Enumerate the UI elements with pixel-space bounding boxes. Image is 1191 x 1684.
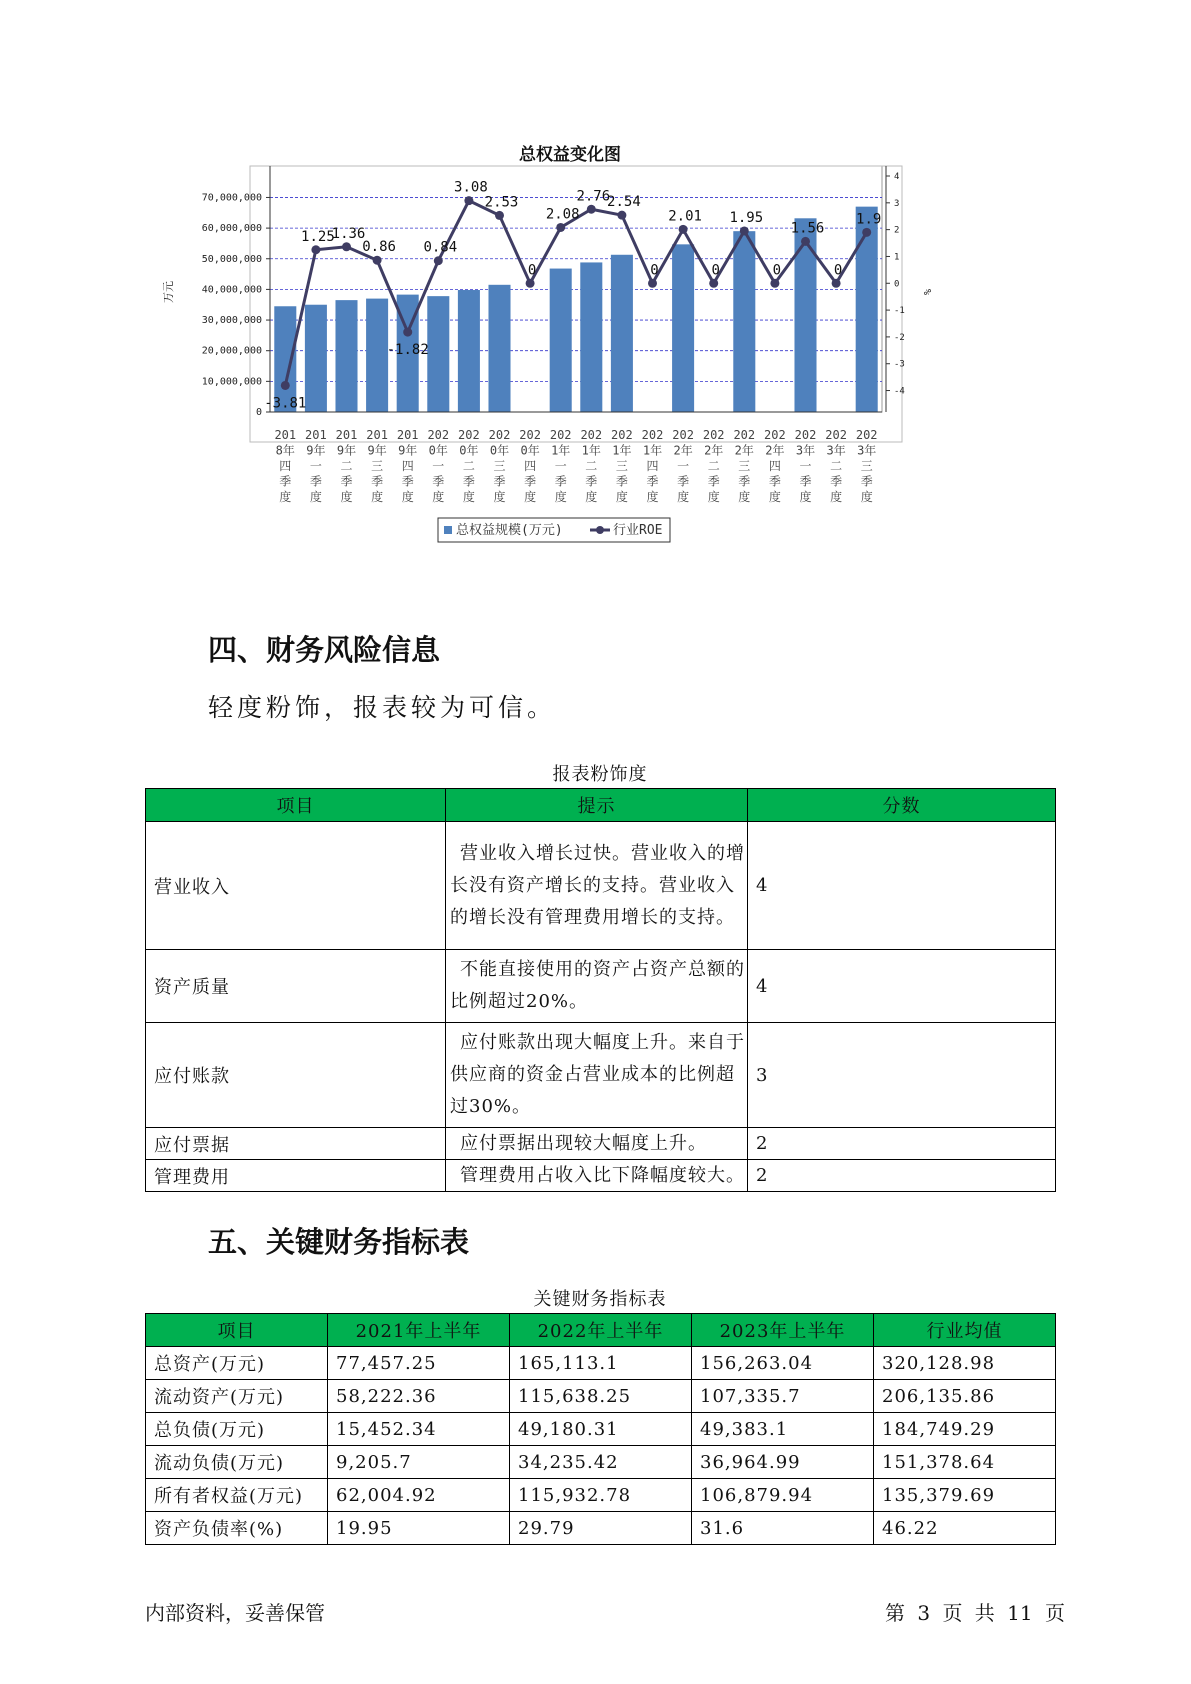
left-tick-label: 0: [255, 407, 262, 418]
value-cell: 36,964.99: [692, 1446, 874, 1479]
category-label: 0年: [459, 443, 479, 458]
bar: [794, 218, 816, 412]
metric-cell: 流动资产(万元): [146, 1380, 328, 1413]
category-label: 度: [554, 490, 567, 504]
table-row: [146, 950, 1056, 1023]
category-label: 季: [615, 474, 628, 489]
roe-point: [434, 256, 443, 265]
value-cell: 29.79: [510, 1512, 692, 1545]
roe-data-label: 0: [527, 262, 537, 279]
item-cell: 管理费用: [146, 1160, 446, 1192]
category-label: 四: [646, 459, 659, 473]
value-cell: 107,335.7: [692, 1380, 874, 1413]
category-label: 201: [305, 428, 327, 442]
category-label: 度: [279, 490, 292, 504]
category-label: 季: [493, 474, 506, 489]
right-tick-label: 4: [894, 172, 900, 182]
category-label: 季: [677, 474, 690, 489]
category-label: 202: [794, 428, 817, 442]
chart-svg: [162, 130, 960, 600]
roe-point: [801, 237, 810, 246]
category-label: 1年: [581, 443, 601, 458]
hint-cell: 营业收入增长过快。营业收入的增长没有资产增长的支持。营业收入的增长没有管理费用增长的支持。: [446, 822, 748, 950]
right-tick-label: -3: [894, 359, 905, 370]
section-4-title: 四、财务风险信息: [208, 633, 441, 667]
category-label: 201: [396, 428, 419, 442]
header-cell: 2022年上半年: [510, 1314, 692, 1347]
score-cell: 3: [748, 1023, 1056, 1128]
roe-data-label: 2.01: [668, 208, 702, 225]
category-label: 度: [677, 490, 690, 504]
value-cell: 58,222.36: [328, 1380, 510, 1413]
roe-point: [342, 242, 351, 251]
category-label: 度: [432, 490, 445, 504]
category-label: 202: [825, 428, 847, 442]
legend-bar-label: 总权益规模(万元): [456, 523, 563, 538]
right-tick-label: -4: [894, 386, 905, 397]
roe-data-label: 0: [772, 262, 782, 279]
category-label: 2年: [734, 443, 754, 458]
category-label: 三: [860, 459, 873, 473]
category-label: 202: [458, 428, 480, 442]
category-label: 一: [432, 459, 445, 473]
bar: [427, 296, 449, 412]
category-label: 季: [646, 474, 659, 489]
roe-point: [495, 211, 504, 220]
category-label: 202: [641, 428, 664, 442]
category-label: 季: [401, 474, 414, 489]
category-label: 三: [615, 459, 628, 473]
table-row: [146, 1413, 1056, 1446]
category-label: 度: [830, 490, 843, 504]
metric-cell: 总资产(万元): [146, 1347, 328, 1380]
value-cell: 151,378.64: [874, 1446, 1056, 1479]
category-label: 度: [340, 490, 353, 504]
table-row: [146, 1347, 1056, 1380]
roe-point: [373, 256, 382, 265]
item-cell: 营业收入: [146, 822, 446, 950]
category-label: 202: [611, 428, 633, 442]
roe-data-label: -1.82: [386, 342, 429, 359]
value-cell: 9,205.7: [328, 1446, 510, 1479]
category-label: 9年: [336, 443, 357, 458]
roe-data-label: 2.76: [576, 188, 611, 205]
category-label: 3年: [795, 443, 816, 458]
right-tick-label: -2: [894, 332, 905, 343]
bar: [856, 207, 878, 412]
value-cell: 156,263.04: [692, 1347, 874, 1380]
score-cell: 2: [748, 1128, 1056, 1160]
roe-point: [709, 279, 718, 288]
category-label: 202: [855, 428, 878, 442]
bar: [733, 231, 755, 412]
section-4-text: 轻度粉饰，报表较为可信。: [208, 693, 557, 722]
legend-line-marker: [596, 526, 604, 534]
category-label: 一: [309, 459, 322, 473]
category-label: 3年: [826, 443, 846, 458]
header-cell: 项目: [146, 1314, 328, 1347]
value-cell: 49,180.31: [510, 1413, 692, 1446]
category-label: 1年: [642, 443, 663, 458]
category-label: 202: [519, 428, 541, 442]
header-cell: 2021年上半年: [328, 1314, 510, 1347]
category-label: 9年: [398, 443, 418, 458]
category-label: 季: [309, 474, 322, 489]
left-tick-label: 20,000,000: [201, 345, 262, 357]
roe-data-label: 1.95: [729, 209, 764, 226]
table-row: [146, 1479, 1056, 1512]
roe-data-label: 0: [650, 262, 659, 279]
value-cell: 206,135.86: [874, 1380, 1056, 1413]
metric-cell: 所有者权益(万元): [146, 1479, 328, 1512]
right-tick-label: -1: [894, 306, 905, 317]
left-axis-title: 万元: [162, 281, 175, 303]
category-label: 季: [432, 474, 445, 489]
value-cell: 15,452.34: [328, 1413, 510, 1446]
roe-data-label: 2.54: [607, 194, 641, 211]
category-label: 0年: [428, 443, 448, 458]
category-label: 201: [274, 428, 297, 442]
category-label: 季: [799, 474, 812, 489]
header-cell: 分数: [748, 789, 1056, 822]
category-label: 四: [401, 459, 414, 473]
hint-cell: 应付票据出现较大幅度上升。: [446, 1128, 748, 1160]
value-cell: 19.95: [328, 1512, 510, 1545]
risk-table-header: [146, 789, 1056, 822]
roe-point: [832, 279, 841, 288]
value-cell: 77,457.25: [328, 1347, 510, 1380]
roe-data-label: 1.25: [301, 228, 335, 245]
value-cell: 49,383.1: [692, 1413, 874, 1446]
kpi-table-header: [146, 1314, 1056, 1347]
table-row: [146, 1128, 1056, 1160]
bar: [672, 244, 694, 412]
table-row: [146, 1512, 1056, 1545]
category-label: 季: [768, 474, 781, 489]
category-label: 8年: [275, 443, 295, 458]
roe-data-label: 0: [833, 262, 843, 279]
category-label: 202: [549, 428, 572, 442]
bar: [335, 300, 357, 412]
header-cell: 项目: [146, 789, 446, 822]
score-cell: 4: [748, 822, 1056, 950]
category-label: 四: [279, 459, 292, 473]
roe-point: [648, 279, 657, 288]
roe-point: [617, 211, 626, 220]
category-label: 9年: [367, 443, 387, 458]
roe-data-label: 3.08: [454, 179, 488, 196]
legend-line-label: 行业ROE: [613, 523, 663, 538]
risk-table-caption: 报表粉饰度: [552, 764, 648, 785]
category-label: 季: [554, 474, 567, 489]
bar: [580, 262, 602, 412]
category-label: 二: [340, 459, 353, 473]
roe-data-label: 0: [711, 262, 720, 279]
category-label: 202: [580, 428, 603, 442]
category-label: 度: [493, 490, 506, 504]
category-label: 度: [401, 490, 414, 504]
category-label: 度: [768, 490, 781, 504]
category-label: 202: [733, 428, 756, 442]
value-cell: 34,235.42: [510, 1446, 692, 1479]
score-cell: 4: [748, 950, 1056, 1023]
category-label: 1年: [612, 443, 632, 458]
category-label: 度: [738, 490, 751, 504]
roe-point: [862, 228, 871, 237]
category-label: 0年: [489, 443, 510, 458]
left-tick-label: 40,000,000: [201, 284, 262, 296]
category-label: 度: [707, 490, 720, 504]
category-label: 度: [585, 490, 598, 504]
category-label: 2年: [673, 443, 693, 458]
category-label: 季: [707, 474, 720, 489]
metric-cell: 总负债(万元): [146, 1413, 328, 1446]
roe-data-label: 1.9: [856, 211, 882, 228]
left-tick-label: 30,000,000: [201, 315, 262, 327]
hint-cell: 应付账款出现大幅度上升。来自于供应商的资金占营业成本的比例超过30%。: [446, 1023, 748, 1128]
header-cell: 提示: [446, 789, 748, 822]
roe-data-label: 1.56: [790, 220, 825, 237]
category-label: 一: [554, 459, 567, 473]
category-label: 度: [860, 490, 873, 504]
bar: [305, 305, 327, 412]
category-label: 202: [764, 428, 786, 442]
category-label: 二: [830, 459, 843, 473]
item-cell: 应付票据: [146, 1128, 446, 1160]
risk-table: [145, 788, 1056, 1192]
category-label: 季: [371, 474, 384, 489]
metric-cell: 资产负债率(%): [146, 1512, 328, 1545]
category-label: 季: [738, 474, 751, 489]
category-label: 202: [488, 428, 511, 442]
roe-data-label: 2.53: [484, 194, 519, 211]
roe-data-label: 0.84: [423, 239, 458, 256]
category-label: 度: [646, 490, 659, 504]
bar: [611, 255, 633, 412]
left-tick-label: 50,000,000: [201, 253, 262, 265]
category-label: 0年: [520, 443, 540, 458]
roe-point: [556, 223, 565, 232]
category-label: 季: [860, 474, 873, 489]
bar: [366, 299, 388, 412]
category-label: 二: [707, 459, 720, 473]
bar: [550, 269, 572, 412]
roe-data-label: 1.36: [331, 225, 366, 242]
category-label: 度: [615, 490, 628, 504]
header-cell: 2023年上半年: [692, 1314, 874, 1347]
roe-point: [526, 279, 535, 288]
section-5-title: 五、关键财务指标表: [208, 1225, 470, 1259]
category-label: 202: [427, 428, 450, 442]
kpi-table-caption: 关键财务指标表: [533, 1289, 667, 1310]
kpi-table: [145, 1313, 1056, 1545]
score-cell: 2: [748, 1160, 1056, 1192]
category-label: 一: [677, 459, 690, 473]
legend-bar-swatch: [444, 526, 452, 534]
category-label: 2年: [765, 443, 785, 458]
category-label: 三: [738, 459, 751, 473]
value-cell: 115,932.78: [510, 1479, 692, 1512]
category-label: 2年: [704, 443, 724, 458]
roe-point: [281, 381, 290, 390]
value-cell: 184,749.29: [874, 1413, 1056, 1446]
category-label: 1年: [551, 443, 571, 458]
category-label: 季: [340, 474, 353, 489]
right-tick-label: 1: [894, 252, 900, 263]
roe-data-label: 0.86: [362, 239, 396, 256]
roe-point: [679, 225, 688, 234]
roe-data-label: 2.08: [545, 206, 580, 223]
roe-data-label: -3.81: [264, 395, 307, 412]
value-cell: 62,004.92: [328, 1479, 510, 1512]
category-label: 二: [585, 459, 598, 473]
value-cell: 115,638.25: [510, 1380, 692, 1413]
metric-cell: 流动负债(万元): [146, 1446, 328, 1479]
category-label: 202: [702, 428, 725, 442]
category-label: 202: [672, 428, 694, 442]
category-label: 三: [371, 459, 384, 473]
roe-point: [311, 245, 320, 254]
hint-cell: 管理费用占收入比下降幅度较大。: [446, 1160, 748, 1192]
category-label: 度: [799, 490, 812, 504]
category-label: 季: [524, 474, 537, 489]
category-label: 四: [768, 459, 781, 473]
item-cell: 资产质量: [146, 950, 446, 1023]
category-label: 一: [799, 459, 812, 473]
table-row: [146, 822, 1056, 950]
value-cell: 165,113.1: [510, 1347, 692, 1380]
value-cell: 106,879.94: [692, 1479, 874, 1512]
footer-page-number: 第 3 页 共 11 页: [885, 1601, 1065, 1625]
category-label: 四: [524, 459, 537, 473]
table-row: [146, 1023, 1056, 1128]
category-label: 季: [462, 474, 475, 489]
category-label: 3年: [857, 443, 877, 458]
table-row: [146, 1160, 1056, 1192]
roe-point: [740, 226, 749, 235]
category-label: 度: [371, 490, 384, 504]
category-label: 9年: [306, 443, 326, 458]
header-cell: 行业均值: [874, 1314, 1056, 1347]
item-cell: 应付账款: [146, 1023, 446, 1128]
right-tick-label: 3: [894, 198, 900, 209]
right-axis-title: %: [921, 288, 932, 296]
left-tick-label: 70,000,000: [201, 192, 262, 204]
roe-point: [770, 279, 779, 288]
left-tick-label: 10,000,000: [201, 376, 262, 388]
right-tick-label: 0: [894, 279, 900, 290]
value-cell: 46.22: [874, 1512, 1056, 1545]
roe-point: [587, 205, 596, 214]
chart-title: 总权益变化图: [519, 145, 621, 165]
roe-point: [403, 328, 412, 337]
right-tick-label: 2: [894, 225, 900, 236]
equity-chart: [162, 130, 960, 600]
category-label: 201: [366, 428, 388, 442]
category-label: 三: [493, 459, 506, 473]
value-cell: 135,379.69: [874, 1479, 1056, 1512]
bar: [488, 285, 510, 412]
table-row: [146, 1380, 1056, 1413]
table-row: [146, 1446, 1056, 1479]
roe-point: [464, 196, 473, 205]
footer-confidential: 内部资料，妥善保管: [145, 1601, 325, 1625]
category-label: 度: [462, 490, 475, 504]
value-cell: 31.6: [692, 1512, 874, 1545]
value-cell: 320,128.98: [874, 1347, 1056, 1380]
category-label: 季: [830, 474, 843, 489]
category-label: 季: [279, 474, 292, 489]
category-label: 季: [585, 474, 598, 489]
category-label: 201: [335, 428, 358, 442]
category-label: 二: [462, 459, 475, 473]
left-tick-label: 60,000,000: [201, 223, 262, 235]
category-label: 度: [524, 490, 537, 504]
hint-cell: 不能直接使用的资产占资产总额的比例超过20%。: [446, 950, 748, 1023]
category-label: 度: [309, 490, 322, 504]
bar: [458, 290, 480, 412]
